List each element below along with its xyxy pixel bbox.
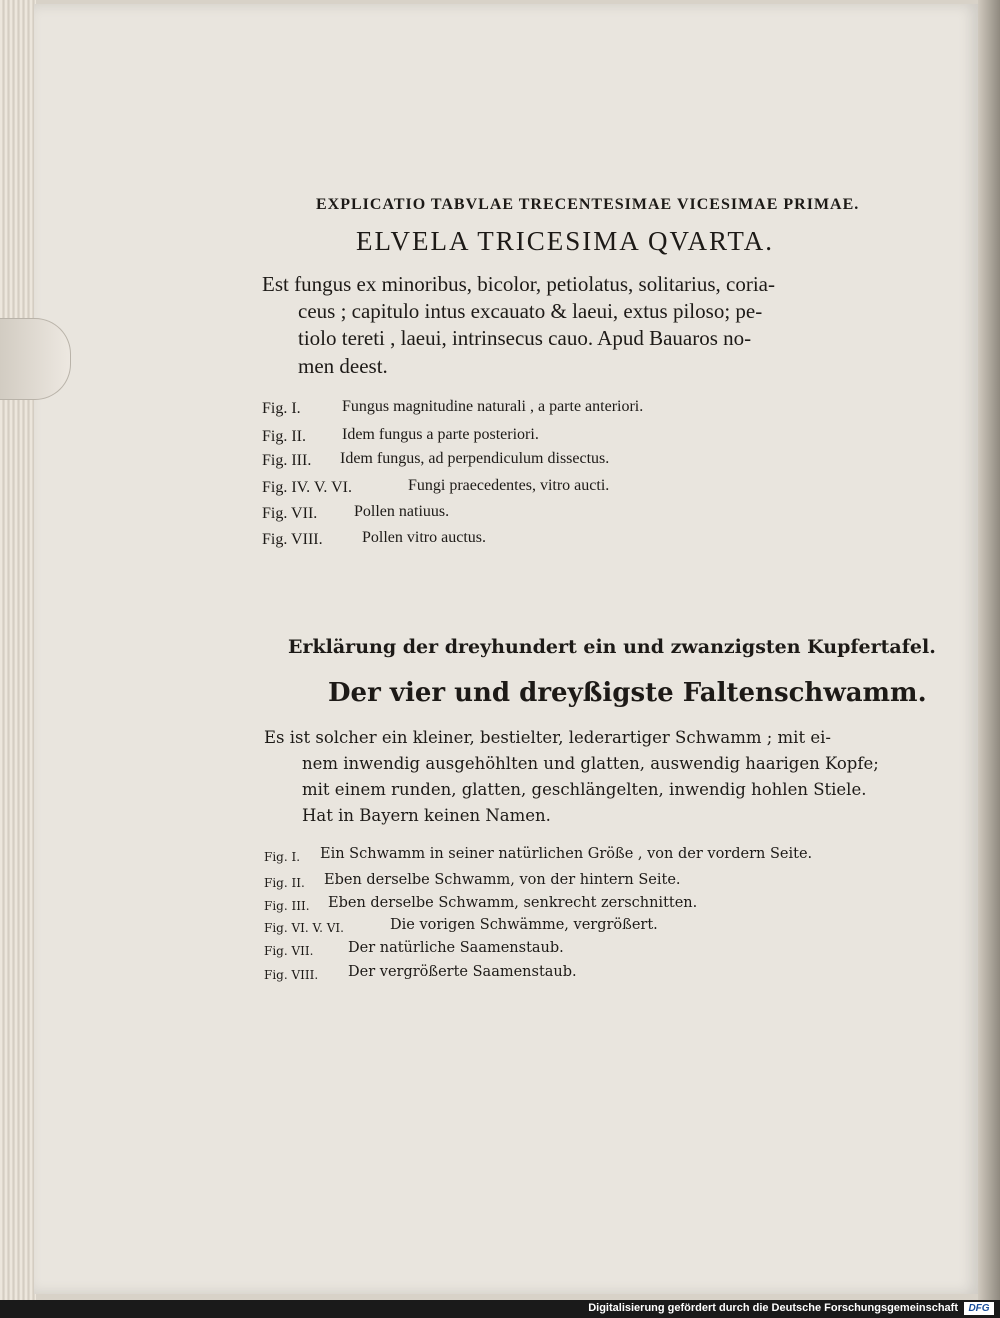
german-fig-text-2: Eben derselbe Schwamm, von der hintern Seite. (324, 872, 681, 888)
latin-para-line-1: Est fungus ex minoribus, bicolor, petiolatus, solitarius, coria- (262, 272, 775, 296)
german-para-line-4: Hat in Bayern keinen Namen. (302, 806, 551, 825)
latin-fig-label-1: Fig. I. (262, 400, 301, 417)
latin-fig-text-3: Idem fungus, ad perpendiculum dissectus. (340, 450, 610, 467)
latin-fig-text-1: Fungus magnitudine naturali , a parte anteriori. (342, 398, 644, 415)
german-fig-text-4: Die vorigen Schwämme, vergrößert. (390, 917, 658, 933)
latin-fig-label-3: Fig. III. (262, 452, 312, 469)
german-fig-label-1: Fig. I. (264, 850, 301, 864)
page-tab-marker (0, 318, 71, 400)
latin-fig-text-4: Fungi praecedentes, vitro aucti. (408, 477, 610, 494)
funding-credit: Digitalisierung gefördert durch die Deutsche Forschungsgemeinschaft (588, 1302, 958, 1314)
latin-fig-label-2: Fig. II. (262, 428, 306, 445)
german-fig-text-1: Ein Schwamm in seiner natürlichen Größe , von der vordern Seite. (320, 846, 813, 862)
german-fig-text-6: Der vergrößerte Saamenstaub. (348, 964, 577, 980)
latin-fig-label-6: Fig. VIII. (262, 531, 323, 548)
latin-fig-label-4: Fig. IV. V. VI. (262, 479, 352, 496)
german-header: Erklärung der dreyhundert ein und zwanzigsten Kupfertafel. (288, 636, 936, 658)
german-fig-text-3: Eben derselbe Schwamm, senkrecht zerschnitten. (328, 895, 698, 911)
latin-fig-text-5: Pollen natiuus. (354, 503, 450, 520)
german-para-line-3: mit einem runden, glatten, geschlängelten, inwendig hohlen Stiele. (302, 780, 867, 799)
german-para-line-1: Es ist solcher ein kleiner, bestielter, lederartiger Schwamm ; mit ei- (264, 728, 831, 747)
latin-header: EXPLICATIO TABVLAE TRECENTESIMAE VICESIMAE PRIMAE. (316, 196, 860, 213)
german-para-line-2: nem inwendig ausgehöhlten und glatten, auswendig haarigen Kopfe; (302, 754, 879, 773)
german-fig-label-2: Fig. II. (264, 876, 305, 890)
latin-fig-text-6: Pollen vitro auctus. (362, 529, 486, 546)
latin-fig-text-2: Idem fungus a parte posteriori. (342, 426, 539, 443)
german-fig-label-3: Fig. III. (264, 899, 310, 913)
german-fig-label-4: Fig. VI. V. VI. (264, 921, 344, 935)
latin-fig-label-5: Fig. VII. (262, 505, 318, 522)
german-fig-label-5: Fig. VII. (264, 944, 314, 958)
dfg-logo-icon: DFG (964, 1302, 994, 1315)
latin-para-line-3: tiolo tereti , laeui, intrinsecus cauo. Apud Bauaros no- (298, 326, 752, 350)
latin-title: ELVELA TRICESIMA QVARTA. (356, 226, 775, 256)
footer-bar (0, 1300, 1000, 1318)
latin-para-line-4: men deest. (298, 354, 388, 378)
page-stack-edge (0, 0, 36, 1300)
latin-para-line-2: ceus ; capitulo intus excauato & laeui, extus piloso; pe- (298, 299, 763, 323)
right-page-edge (978, 0, 1000, 1300)
german-title: Der vier und dreyßigste Faltenschwamm. (328, 678, 927, 708)
german-fig-text-5: Der natürliche Saamenstaub. (348, 940, 564, 956)
german-fig-label-6: Fig. VIII. (264, 968, 319, 982)
